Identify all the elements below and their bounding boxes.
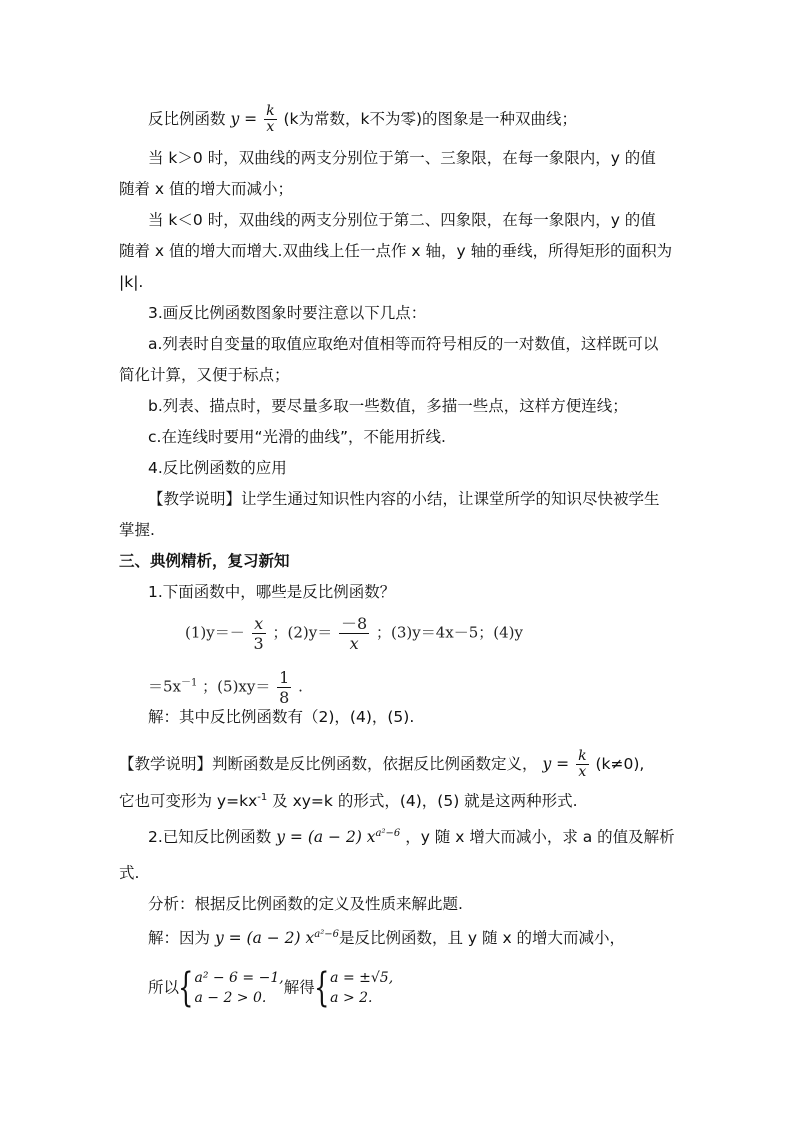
math-text: ＝5x: [148, 677, 182, 696]
paragraph-k-negative-2: 随着 x 值的增大而增大.双曲线上任一点作 x 轴，y 轴的垂线，所得矩形的面积为: [119, 242, 673, 260]
paragraph-point-a-1: a.列表时自变量的取值应取绝对值相等而符号相反的一对数值，这样既可以: [148, 335, 659, 353]
equation: a = ±√5,: [330, 969, 394, 986]
text: 所以: [148, 978, 180, 997]
solution-system: [330, 968, 393, 1008]
paragraph-point-c: c.在连线时要用“光滑的曲线”，不能用折线.: [148, 428, 446, 446]
text: 是反比例函数，且 y 随 x 的增大而减小，: [338, 929, 626, 947]
text: 反比例函数: [148, 110, 226, 128]
text: 及 xy=k 的形式，(4)，(5) 就是这两种形式.: [267, 792, 578, 810]
math-text: (1)y＝－: [185, 623, 245, 642]
paragraph-k-negative-1: 当 k＜0 时，双曲线的两支分别位于第二、四象限，在每一象限内，y 的值: [148, 211, 656, 229]
question-2b: 式.: [119, 864, 140, 882]
solution-line-2: [148, 965, 393, 1010]
fraction-k-over-x: [264, 104, 276, 135]
paragraph-point-a-2: 简化计算，又便于标点；: [119, 366, 290, 384]
paragraph-k-positive-2: 随着 x 值的增大而减小；: [119, 180, 294, 198]
section-heading-3: 三、典例精析，复习新知: [119, 552, 290, 570]
text: 解：因为: [148, 929, 211, 947]
question-1: 1.下面函数中，哪些是反比例函数？: [148, 583, 396, 601]
text: 2.已知反比例函数: [148, 828, 272, 846]
paragraph-k-negative-3: |k|.: [119, 273, 144, 291]
teaching-note-1: 【教学说明】让学生通过知识性内容的小结，让课堂所学的知识尽快被学生: [148, 490, 660, 508]
paragraph-definition: [148, 104, 577, 135]
exponent: －1: [181, 677, 198, 689]
math-text: ；(2)y＝: [272, 623, 333, 642]
equation: a − 2 > 0.: [194, 989, 267, 1006]
question-1-math-line-1: [185, 614, 523, 653]
math-text: ；(5)xy＝: [202, 677, 271, 696]
frac-num: x: [254, 614, 264, 633]
text: 它也可变形为 y=kx: [119, 792, 258, 810]
analysis: 分析：根据反比例函数的定义及性质来解此题.: [148, 895, 463, 913]
equation-system: [194, 968, 283, 1008]
math-expr: y = (a − 2) x: [214, 929, 315, 947]
exponent: -1: [257, 791, 268, 803]
teaching-note-2b: [119, 791, 578, 811]
math-text: ；(3)y＝4x－5；(4)y: [375, 623, 523, 642]
text: (k≠0),: [595, 755, 645, 773]
frac-den: x: [264, 119, 276, 135]
paragraph-point-3: 3.画反比例函数图象时要注意以下几点：: [148, 304, 427, 322]
frac-den: x: [576, 764, 588, 780]
left-brace-icon: {: [178, 964, 194, 1011]
frac-num: k: [578, 748, 587, 764]
math-expr: y = (a − 2) x: [276, 828, 376, 846]
equation: a² − 6 = −1,: [194, 969, 284, 986]
exponent: a²−6: [375, 827, 401, 839]
fraction-x-over-3: [252, 614, 266, 653]
answer-1: 解：其中反比例函数有（2)，(4)，(5).: [148, 708, 415, 726]
fraction-1-over-8: [277, 668, 291, 707]
math-text: .: [298, 677, 303, 696]
fraction-k-over-x: [576, 749, 588, 780]
fraction-neg8-over-x: [339, 614, 369, 653]
math-y: y =: [542, 755, 570, 773]
question-2: [148, 827, 675, 847]
text: 解得: [283, 978, 315, 997]
paragraph-k-positive-1: 当 k＞0 时，双曲线的两支分别位于第一、三象限，在每一象限内，y 的值: [148, 149, 656, 167]
text: ，y 随 x 增大而减小，求 a 的值及解析: [405, 828, 675, 846]
math-y: y =: [230, 110, 258, 128]
frac-den: 8: [279, 688, 290, 707]
frac-den: x: [339, 633, 369, 653]
left-brace-icon: {: [313, 964, 330, 1011]
paragraph-point-b: b.列表、描点时，要尽量多取一些数值，多描一些点，这样方便连线；: [148, 397, 628, 415]
question-1-math-line-2: [148, 668, 303, 707]
frac-num: －8: [341, 614, 368, 633]
equation: a > 2.: [330, 989, 373, 1006]
teaching-note-1b: 掌握.: [119, 521, 155, 539]
frac-num: k: [266, 103, 275, 119]
text: (k为常数，k不为零)的图象是一种双曲线；: [283, 110, 578, 128]
exponent: a²−6: [314, 928, 339, 940]
teaching-note-2: [119, 749, 644, 780]
frac-den: 3: [253, 634, 264, 653]
solution-line-1: [148, 928, 625, 948]
frac-num: 1: [279, 668, 290, 687]
text: 【教学说明】判断函数是反比例函数，依据反比例函数定义，: [119, 755, 538, 773]
paragraph-point-4: 4.反比例函数的应用: [148, 459, 287, 477]
